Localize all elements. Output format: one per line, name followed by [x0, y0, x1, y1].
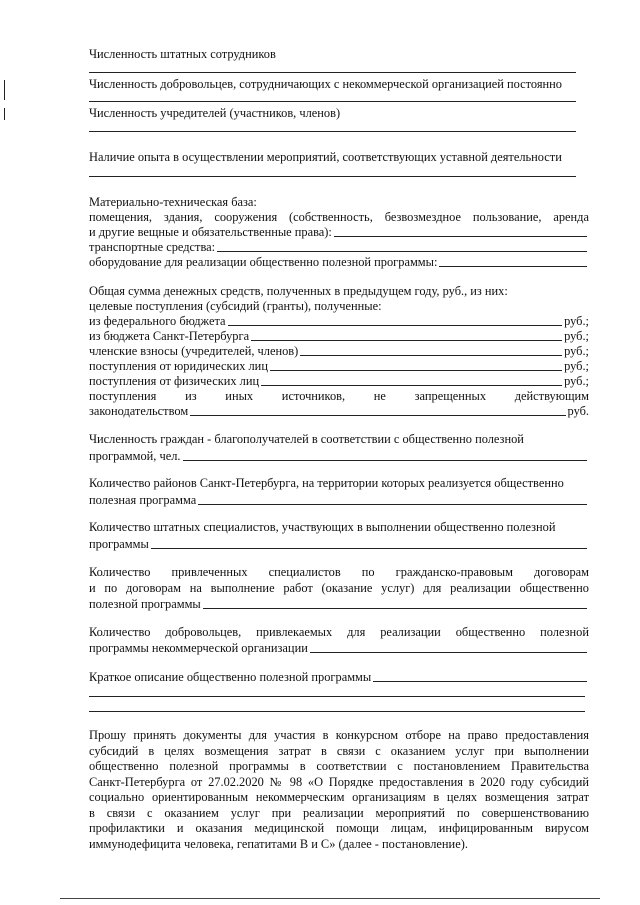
attracted-specialists-label-line2: и по договорам на выполнение работ (оказание услуг) для реализации общественно	[89, 581, 589, 595]
staff-count-field[interactable]	[89, 72, 576, 73]
rub-unit: руб.;	[564, 344, 589, 358]
left-margin-mark	[4, 80, 5, 100]
attracted-specialists-label-line1: Количество привлеченных специалистов по гражданско-правовым договорам	[89, 565, 589, 579]
equipment-label: оборудование для реализации общественно полезной программы:	[89, 255, 438, 269]
request-line: профилактики и оказания медицинской помощи лицам, инфицированным вирусом	[89, 821, 589, 835]
request-line: Санкт-Петербурга от 27.02.2020 № 98 «О Порядке предоставления в 2020 году субсидий	[89, 774, 589, 789]
legal-entities-input-line[interactable]	[270, 370, 562, 371]
individuals-label: поступления от физических лиц	[89, 374, 260, 388]
rub-unit: руб.	[567, 404, 589, 418]
program-description-extra-line[interactable]	[89, 696, 585, 697]
founders-count-label: Численность учредителей (участников, членов)	[89, 106, 341, 120]
premises-field[interactable]	[89, 225, 589, 240]
rub-unit: руб.;	[564, 359, 589, 373]
program-description-input-line[interactable]	[373, 681, 587, 682]
targeted-funds-label: целевые поступления (субсидий (гранты), полученные:	[89, 299, 382, 313]
other-sources-field[interactable]	[89, 404, 589, 419]
request-line: субсидий в целях возмещения затрат в связи с оказанием услуг при выполнении	[89, 743, 589, 758]
districts-label-line1: Количество районов Санкт-Петербурга, на территории которых реализуется общественно	[89, 476, 564, 490]
districts-label-line2: полезная программа	[89, 493, 197, 507]
staff-count-label: Численность штатных сотрудников	[89, 47, 276, 61]
specialists-field[interactable]	[89, 537, 589, 552]
specialists-label-line2: программы	[89, 537, 149, 551]
individuals-field[interactable]	[89, 374, 589, 389]
request-paragraph	[89, 728, 589, 852]
beneficiaries-input-line[interactable]	[183, 460, 587, 461]
premises-label-line1: помещения, здания, сооружения (собственность, безвозмездное пользование, аренда	[89, 210, 589, 224]
program-volunteers-label-line2: программы некоммерческой организации	[89, 641, 308, 655]
member-fees-field[interactable]	[89, 344, 589, 359]
rub-unit: руб.;	[564, 374, 589, 388]
federal-budget-input-line[interactable]	[228, 325, 563, 326]
member-fees-input-line[interactable]	[300, 355, 562, 356]
premises-input-line[interactable]	[334, 236, 587, 237]
specialists-input-line[interactable]	[151, 548, 587, 549]
volunteers-count-label: Численность добровольцев, сотрудничающих с некоммерческой организацией постоянно	[89, 77, 562, 91]
left-margin-mark	[4, 108, 5, 120]
volunteers-count-field[interactable]	[89, 101, 576, 102]
request-line: социально ориентированным некоммерческим организациям в целях возмещения затрат	[89, 790, 589, 804]
request-line: общественно полезной программы в соответствии с постановлением Правительства	[89, 759, 589, 773]
experience-field[interactable]	[89, 176, 576, 177]
founders-count-field[interactable]	[89, 131, 576, 132]
other-sources-label-line1: поступления из иных источников, не запрещенных действующим	[89, 389, 589, 403]
attracted-specialists-field[interactable]	[89, 597, 589, 612]
request-line: иммунодефицита человека, гепатитами В и С» (далее - постановление).	[89, 836, 468, 851]
material-base-heading: Материально-техническая база:	[89, 195, 257, 209]
request-line: в связи с оказанием услуг при реализации мероприятий по совершенствованию	[89, 805, 589, 820]
experience-label: Наличие опыта в осуществлении мероприятий, соответствующих уставной деятельности	[89, 150, 562, 164]
page-bottom-edge	[60, 898, 600, 899]
beneficiaries-label-line2: программой, чел.	[89, 449, 181, 463]
transport-input-line[interactable]	[217, 251, 587, 252]
program-volunteers-field[interactable]	[89, 641, 589, 656]
program-description-field[interactable]	[89, 670, 589, 685]
beneficiaries-label-line1: Численность граждан - благополучателей в соответствии с общественно полезной	[89, 432, 524, 446]
beneficiaries-field[interactable]	[89, 449, 589, 464]
transport-label: транспортные средства:	[89, 240, 216, 254]
equipment-field[interactable]	[89, 255, 589, 270]
equipment-input-line[interactable]	[439, 266, 587, 267]
premises-label-line2: и другие вещные и обязательственные права):	[89, 225, 332, 239]
spb-budget-label: из бюджета Санкт-Петербурга	[89, 329, 250, 343]
attracted-specialists-input-line[interactable]	[203, 608, 587, 609]
legal-entities-field[interactable]	[89, 359, 589, 374]
spb-budget-input-line[interactable]	[251, 340, 562, 341]
program-description-label: Краткое описание общественно полезной программы	[89, 670, 372, 684]
program-volunteers-input-line[interactable]	[310, 652, 587, 653]
program-volunteers-label-line1: Количество добровольцев, привлекаемых для реализации общественно полезной	[89, 625, 589, 639]
member-fees-label: членские взносы (учредителей, членов)	[89, 344, 299, 358]
attracted-specialists-label-line3: полезной программы	[89, 597, 201, 611]
rub-unit: руб.;	[564, 329, 589, 343]
funds-total-label: Общая сумма денежных средств, полученных в предыдущем году, руб., из них:	[89, 284, 508, 298]
specialists-label-line1: Количество штатных специалистов, участвующих в выполнении общественно полезной	[89, 520, 556, 534]
individuals-input-line[interactable]	[261, 385, 562, 386]
districts-field[interactable]	[89, 493, 589, 508]
request-line: Прошу принять документы для участия в конкурсном отборе на право предоставления	[89, 728, 589, 742]
districts-input-line[interactable]	[198, 504, 587, 505]
federal-budget-field[interactable]	[89, 314, 589, 329]
other-sources-label-line2: законодательством	[89, 404, 189, 418]
legal-entities-label: поступления от юридических лиц	[89, 359, 268, 373]
spb-budget-field[interactable]	[89, 329, 589, 344]
other-sources-input-line[interactable]	[190, 415, 565, 416]
federal-budget-label: из федерального бюджета	[89, 314, 226, 328]
transport-field[interactable]	[89, 240, 589, 255]
rub-unit: руб.;	[564, 314, 589, 328]
program-description-extra-line[interactable]	[89, 711, 585, 712]
